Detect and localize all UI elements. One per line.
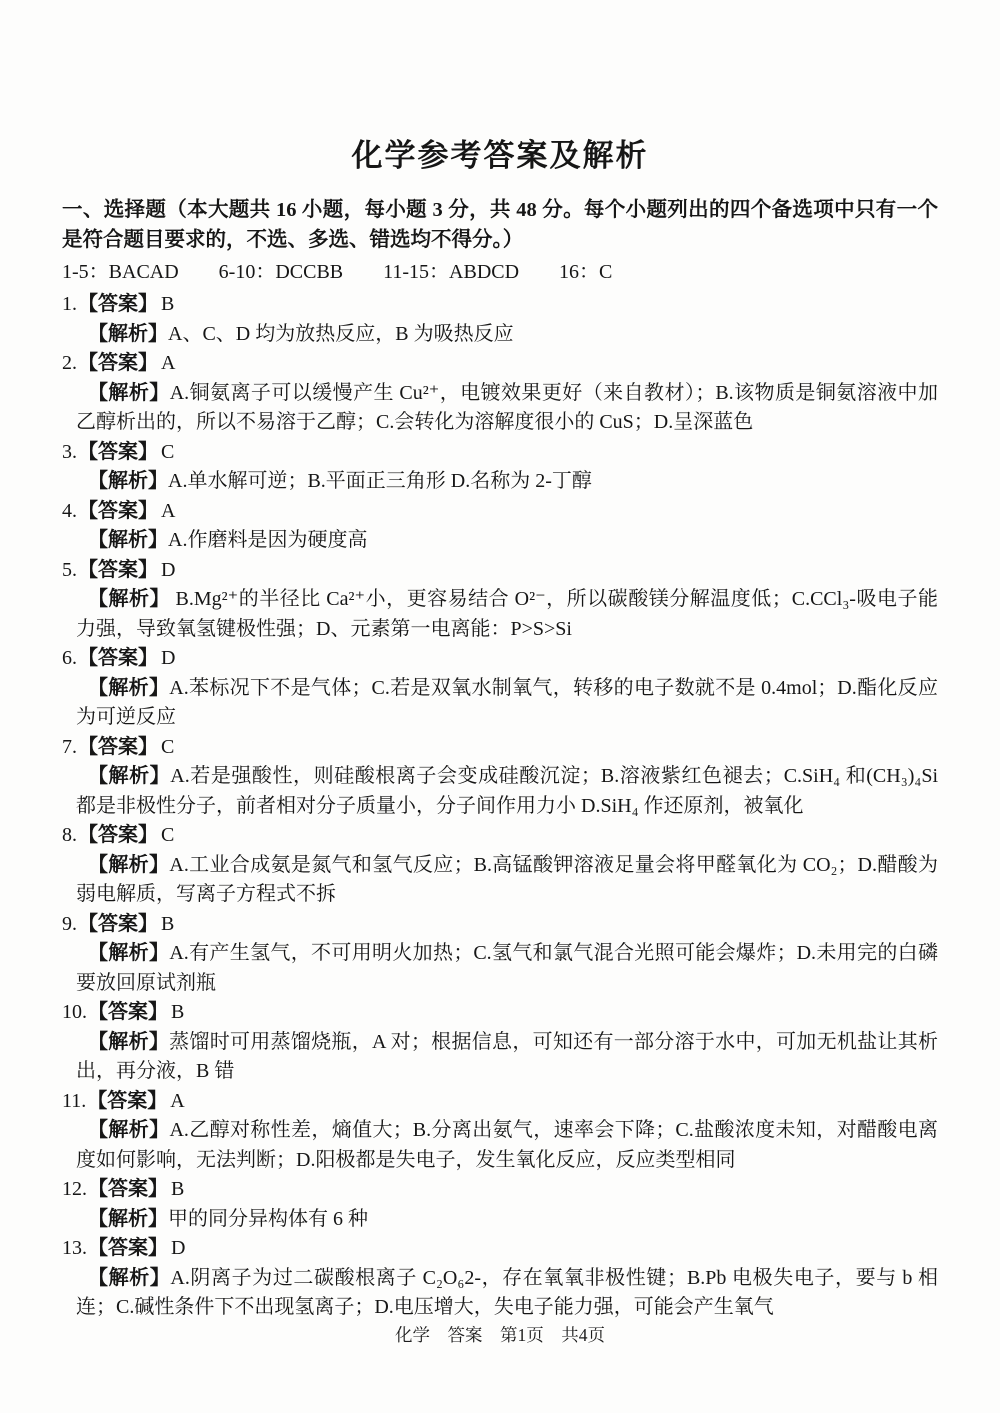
section-heading: 一、选择题（本大题共 16 小题，每小题 3 分，共 48 分。每个小题列出的四个备选项中只有一个是符合题目要求的，不选、多选、错选均不得分。）	[62, 199, 938, 251]
question-number: 6.	[62, 647, 77, 669]
question-number: 12.	[62, 1178, 87, 1200]
question-number: 5.	[62, 558, 77, 581]
analysis-line	[62, 379, 938, 438]
answer-label: 【答案】	[78, 647, 158, 669]
analysis-line	[62, 467, 938, 497]
analysis-label: 【解析】	[88, 1266, 171, 1289]
analysis-text: 甲的同分异构体有 6 种	[168, 1207, 368, 1230]
analysis-label: 【解析】	[88, 588, 171, 610]
analysis-label: 【解析】	[88, 942, 170, 964]
analysis-line	[62, 1205, 938, 1235]
analysis-label: 【解析】	[88, 1207, 168, 1230]
analysis-label: 【解析】	[88, 470, 168, 492]
analysis-text: A.有产生氢气，不可用明火加热；C.氢气和氯气混合光照可能会爆炸；D.未用完的白磷要放回原试剂瓶	[76, 942, 938, 994]
analysis-line	[62, 1028, 938, 1087]
question-12	[62, 1175, 938, 1234]
question-number: 10.	[62, 1001, 87, 1023]
question-number: 1.	[62, 293, 77, 315]
question-2	[62, 349, 938, 438]
question-number: 7.	[62, 735, 77, 758]
answer-letter: B	[171, 1001, 185, 1023]
answer-letter: A	[161, 499, 176, 522]
answer-letter: B	[161, 912, 175, 935]
answer-label: 【答案】	[88, 1237, 168, 1259]
answer-letter: B	[171, 1178, 185, 1200]
answer-line	[62, 910, 938, 940]
answer-letter: A	[161, 352, 176, 374]
question-3	[62, 438, 938, 497]
analysis-label: 【解析】	[88, 529, 168, 551]
answer-letter: D	[161, 647, 176, 669]
answer-line	[62, 556, 938, 586]
answer-label: 【答案】	[78, 558, 158, 581]
page-footer: 化学 答案 第1页 共4页	[395, 1325, 605, 1345]
answer-label: 【答案】	[78, 824, 158, 846]
answer-line	[62, 821, 938, 851]
question-5	[62, 556, 938, 645]
analysis-label: 【解析】	[88, 853, 170, 876]
analysis-label: 【解析】	[88, 1119, 170, 1141]
analysis-label: 【解析】	[88, 676, 170, 699]
answer-label: 【答案】	[88, 1001, 168, 1023]
answer-letter: C	[161, 824, 175, 846]
question-number: 9.	[62, 912, 77, 935]
answer-label: 【答案】	[78, 499, 158, 522]
analysis-label: 【解析】	[88, 1030, 170, 1053]
analysis-text: A.铜氨离子可以缓慢产生 Cu²⁺，电镀效果更好（来自教材）；B.该物质是铜氨溶液中加乙醇析出的，所以不易溶于乙醇；C.会转化为溶解度很小的 CuS；D.呈深蓝色	[76, 381, 938, 433]
page-title: 化学参考答案及解析	[351, 138, 649, 173]
answer-line	[62, 1234, 938, 1264]
question-10	[62, 998, 938, 1087]
question-number: 3.	[62, 440, 77, 463]
answer-letter: D	[161, 558, 176, 581]
analysis-line	[62, 851, 938, 910]
question-number: 4.	[62, 499, 77, 522]
analysis-text: A、C、D 均为放热反应，B 为吸热反应	[168, 322, 514, 345]
analysis-text: 蒸馏时可用蒸馏烧瓶，A 对；根据信息，可知还有一部分溶于水中，可加无机盐让其析出，再分液，B 错	[76, 1030, 938, 1082]
analysis-line	[62, 320, 938, 350]
question-4	[62, 497, 938, 556]
analysis-line	[62, 1116, 938, 1175]
question-9	[62, 910, 938, 999]
answer-letter: C	[161, 735, 175, 758]
question-7	[62, 733, 938, 822]
analysis-text: A.乙醇对称性差，熵值大；B.分离出氨气，速率会下降；C.盐酸浓度未知，对醋酸电离度如何影响，无法判断；D.阳极都是失电子，发生氧化反应，反应类型相同	[76, 1119, 939, 1171]
answer-line	[62, 1087, 938, 1117]
question-number: 2.	[62, 352, 77, 374]
analysis-text: A.阴离子为过二碳酸根离子 C₂O₆2-，存在氧氧非极性键；B.Pb 电极失电子，要与 b 相连；C.碱性条件下不出现氢离子；D.电压增大，失电子能力强，可能会产生氧气	[76, 1266, 938, 1318]
answer-line	[62, 644, 938, 674]
question-13	[62, 1234, 938, 1323]
analysis-line	[62, 762, 938, 821]
answer-label: 【答案】	[78, 293, 158, 315]
analysis-text: A.工业合成氨是氮气和氢气反应；B.高锰酸钾溶液足量会将甲醛氧化为 CO₂；D.醋酸为弱电解质，写离子方程式不拆	[76, 853, 939, 905]
analysis-text: A.作磨料是因为硬度高	[168, 529, 368, 551]
answer-letter: B	[161, 293, 175, 315]
answer-label: 【答案】	[78, 735, 158, 758]
answer-line	[62, 1175, 938, 1205]
analysis-text: A.苯标况下不是气体；C.若是双氧水制氧气，转移的电子数就不是 0.4mol；D.酯化反应为可逆反应	[76, 676, 939, 728]
answer-label: 【答案】	[88, 1178, 168, 1200]
analysis-line	[62, 585, 938, 644]
answer-line	[62, 290, 938, 320]
answer-letter: A	[170, 1089, 185, 1112]
question-11	[62, 1087, 938, 1176]
analysis-label: 【解析】	[88, 765, 171, 787]
analysis-line	[62, 526, 938, 556]
answer-summary-line: 1-5：BACAD 6-10：DCCBB 11-15：ABDCD 16：C	[62, 261, 613, 283]
analysis-line	[62, 674, 938, 733]
answer-letter: C	[161, 440, 175, 463]
analysis-text: A.单水解可逆；B.平面正三角形 D.名称为 2-丁醇	[168, 470, 592, 492]
question-8	[62, 821, 938, 910]
answer-line	[62, 438, 938, 468]
analysis-line	[62, 939, 938, 998]
question-number: 13.	[62, 1237, 87, 1259]
analysis-text: B.Mg²⁺的半径比 Ca²⁺小，更容易结合 O²⁻，所以碳酸镁分解温度低；C.CCl₃-吸电子能力强，导致氧氢键极性强；D、元素第一电离能：P>S>Si	[76, 588, 939, 640]
answer-label: 【答案】	[87, 1089, 168, 1112]
question-number: 11.	[62, 1089, 87, 1112]
analysis-label: 【解析】	[88, 322, 168, 345]
analysis-line	[62, 1264, 938, 1323]
analysis-text: A.若是强酸性，则硅酸根离子会变成硅酸沉淀；B.溶液紫红色褪去；C.SiH₄ 和(CH₃)₄Si 都是非极性分子，前者相对分子质量小，分子间作用力小 D.SiH₄ 作还原剂，被氧化	[76, 765, 939, 817]
question-number: 8.	[62, 824, 77, 846]
answer-line	[62, 733, 938, 763]
answer-line	[62, 349, 938, 379]
analysis-label: 【解析】	[88, 381, 170, 404]
answer-line	[62, 497, 938, 527]
question-6	[62, 644, 938, 733]
answer-label: 【答案】	[78, 912, 158, 935]
answer-line	[62, 998, 938, 1028]
answer-label: 【答案】	[78, 440, 158, 463]
question-1	[62, 290, 938, 349]
answer-label: 【答案】	[78, 352, 158, 374]
answer-letter: D	[171, 1237, 186, 1259]
